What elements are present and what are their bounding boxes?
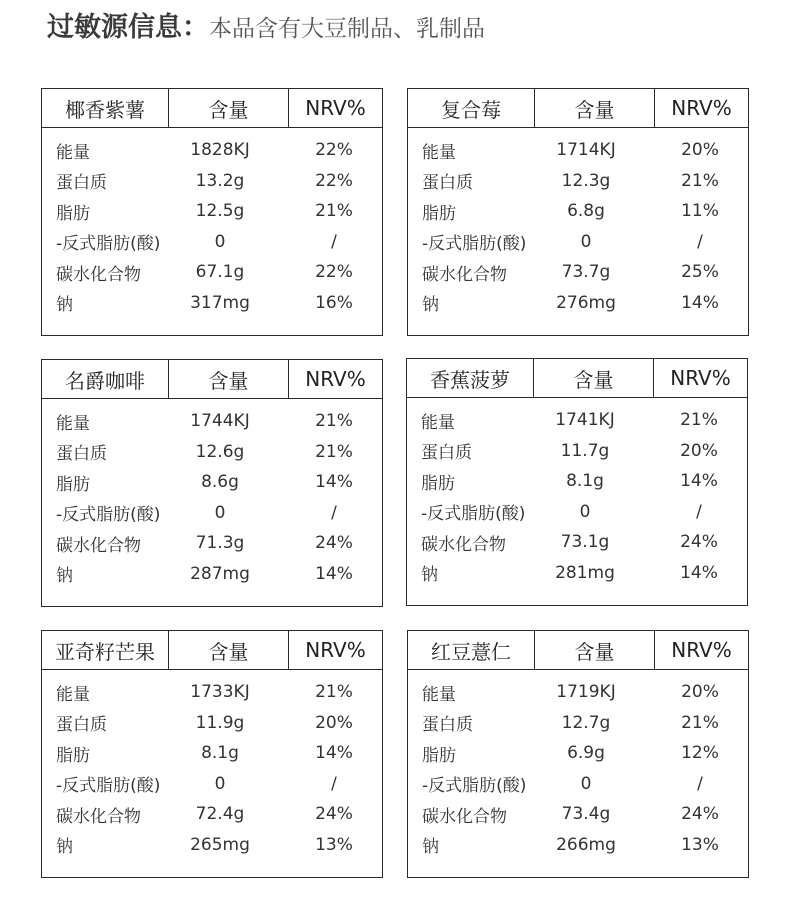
nutrient-name: 脂肪: [421, 473, 455, 494]
nutrient-rows: [408, 128, 748, 318]
nutrient-name: -反式脂肪(酸): [56, 234, 161, 255]
nutrient-amount: 1741KJ: [555, 410, 615, 431]
nrv-header: NRV%: [670, 366, 731, 390]
nutrient-row: [42, 559, 382, 590]
nutrient-name: 脂肪: [56, 203, 90, 224]
nutrient-row: [42, 406, 382, 437]
nutrient-row: [407, 405, 747, 436]
nutrient-name: 脂肪: [56, 745, 90, 766]
nutrient-nrv: 14%: [680, 562, 718, 583]
nutrient-row: [408, 677, 748, 708]
nutrient-nrv: /: [697, 773, 703, 794]
nrv-header: NRV%: [305, 638, 366, 662]
nutrient-row: [42, 830, 382, 861]
nutrient-row: [408, 257, 748, 288]
amount-header: 含量: [534, 359, 654, 397]
nutrient-rows: [407, 398, 747, 588]
nutrient-row: [42, 528, 382, 559]
nutrient-amount: 0: [214, 502, 226, 523]
nutrient-name: 碳水化合物: [422, 806, 507, 827]
nutrient-name: 碳水化合物: [56, 806, 141, 827]
product-name: 椰香紫薯: [42, 89, 169, 127]
nutrient-nrv: 21%: [315, 682, 353, 703]
nutrient-nrv: 24%: [315, 533, 353, 554]
nutrient-name: 碳水化合物: [421, 534, 506, 555]
nutrient-nrv: 21%: [315, 441, 353, 462]
nutrient-amount: 12.6g: [195, 441, 245, 462]
card-header: [42, 89, 382, 128]
nutrient-name: 碳水化合物: [422, 264, 507, 285]
nutrient-amount: 1828KJ: [190, 140, 250, 161]
card-header: [42, 631, 382, 670]
nutrient-row: [42, 467, 382, 498]
nutrient-rows: [42, 399, 382, 589]
nutrient-amount: 73.7g: [561, 262, 611, 283]
nutrient-nrv: 21%: [315, 201, 353, 222]
nutrient-row: [408, 227, 748, 258]
nutrient-name: 蛋白质: [422, 715, 473, 736]
nutrient-name: -反式脂肪(酸): [56, 776, 161, 797]
nutrient-row: [407, 436, 747, 467]
nutrient-name: 钠: [56, 566, 73, 587]
nutrient-row: [407, 497, 747, 528]
nutrient-row: [42, 769, 382, 800]
nutrient-row: [42, 166, 382, 197]
nutrient-nrv: /: [331, 502, 337, 523]
product-name: 名爵咖啡: [42, 360, 169, 398]
nutrient-row: [42, 498, 382, 529]
nutrient-nrv: /: [331, 231, 337, 252]
nutrient-name: -反式脂肪(酸): [56, 505, 161, 526]
nrv-header: NRV%: [305, 367, 366, 391]
nutrient-nrv: 21%: [680, 410, 718, 431]
nutrient-rows: [42, 670, 382, 860]
nutrient-amount: 71.3g: [195, 533, 245, 554]
nutrient-nrv: 22%: [315, 140, 353, 161]
nutrition-card: [407, 88, 749, 336]
product-name: 复合莓: [408, 89, 535, 127]
nutrient-name: 蛋白质: [56, 715, 107, 736]
nutrient-name: 蛋白质: [56, 173, 107, 194]
nutrition-card: [41, 88, 383, 336]
amount-header: 含量: [169, 360, 289, 398]
nutrient-name: 能量: [422, 142, 456, 163]
nutrient-name: 蛋白质: [422, 173, 473, 194]
nutrient-row: [42, 437, 382, 468]
nutrient-nrv: 14%: [680, 471, 718, 492]
nutrient-nrv: 25%: [681, 262, 719, 283]
amount-header: 含量: [169, 89, 289, 127]
nutrient-row: [42, 135, 382, 166]
product-name: 亚奇籽芒果: [42, 631, 169, 669]
nutrient-row: [42, 738, 382, 769]
card-header: [408, 89, 748, 128]
allergen-info: [47, 8, 485, 49]
nutrient-row: [42, 227, 382, 258]
nutrient-row: [42, 196, 382, 227]
nutrient-row: [42, 708, 382, 739]
nutrient-nrv: /: [696, 501, 702, 522]
allergen-value: 本品含有大豆制品、乳制品: [209, 16, 485, 42]
nutrient-nrv: 22%: [315, 170, 353, 191]
nutrient-nrv: 13%: [315, 834, 353, 855]
nutrient-amount: 266mg: [556, 834, 616, 855]
nutrient-row: [42, 257, 382, 288]
nutrient-nrv: 11%: [681, 201, 719, 222]
nutrient-amount: 11.7g: [560, 440, 610, 461]
nutrient-name: 能量: [56, 413, 90, 434]
nutrient-row: [408, 166, 748, 197]
amount-header: 含量: [169, 631, 289, 669]
amount-header: 含量: [535, 89, 655, 127]
nutrient-row: [407, 466, 747, 497]
card-header: [407, 359, 747, 398]
nutrient-nrv: /: [331, 773, 337, 794]
nutrient-nrv: 21%: [681, 170, 719, 191]
nutrient-amount: 317mg: [190, 292, 250, 313]
nutrition-card: [407, 630, 749, 878]
nutrient-row: [408, 738, 748, 769]
nutrient-amount: 287mg: [190, 563, 250, 584]
nutrient-amount: 67.1g: [195, 262, 245, 283]
nutrient-amount: 73.1g: [560, 532, 610, 553]
nutrient-name: 蛋白质: [421, 443, 472, 464]
nutrient-name: 能量: [56, 142, 90, 163]
nutrient-nrv: 20%: [680, 440, 718, 461]
nutrient-name: 钠: [422, 837, 439, 858]
nutrient-amount: 0: [214, 773, 226, 794]
nutrient-amount: 276mg: [556, 292, 616, 313]
nutrient-nrv: 21%: [315, 411, 353, 432]
nutrient-row: [408, 769, 748, 800]
nutrient-nrv: 24%: [681, 804, 719, 825]
nutrient-name: 脂肪: [422, 203, 456, 224]
nutrient-name: 能量: [422, 684, 456, 705]
nutrient-name: 脂肪: [56, 474, 90, 495]
nutrient-nrv: 14%: [315, 563, 353, 584]
nutrient-name: 脂肪: [422, 745, 456, 766]
nutrient-nrv: 24%: [315, 804, 353, 825]
nutrient-nrv: /: [697, 231, 703, 252]
nutrition-card: [41, 630, 383, 878]
nutrient-amount: 265mg: [190, 834, 250, 855]
nutrient-rows: [408, 670, 748, 860]
nutrient-nrv: 16%: [315, 292, 353, 313]
nutrient-row: [42, 677, 382, 708]
nutrient-amount: 72.4g: [195, 804, 245, 825]
nutrient-name: 能量: [421, 412, 455, 433]
nutrient-row: [408, 708, 748, 739]
nutrient-amount: 1719KJ: [556, 682, 616, 703]
nutrient-row: [407, 558, 747, 589]
nutrient-amount: 1744KJ: [190, 411, 250, 432]
nutrient-amount: 13.2g: [195, 170, 245, 191]
nutrition-card: [406, 358, 748, 606]
nutrient-nrv: 20%: [681, 682, 719, 703]
nutrient-name: 蛋白质: [56, 444, 107, 465]
nutrient-amount: 0: [579, 501, 591, 522]
nutrient-nrv: 14%: [315, 743, 353, 764]
nutrient-name: 钠: [421, 565, 438, 586]
nrv-header: NRV%: [671, 96, 732, 120]
nutrient-amount: 1733KJ: [190, 682, 250, 703]
nutrient-nrv: 24%: [680, 532, 718, 553]
nutrient-name: 能量: [56, 684, 90, 705]
nutrient-name: -反式脂肪(酸): [422, 776, 527, 797]
nutrient-amount: 8.6g: [201, 472, 239, 493]
nutrient-amount: 8.1g: [566, 471, 604, 492]
amount-header: 含量: [535, 631, 655, 669]
card-header: [408, 631, 748, 670]
nrv-header: NRV%: [671, 638, 732, 662]
nrv-header: NRV%: [305, 96, 366, 120]
card-header: [42, 360, 382, 399]
nutrient-name: 钠: [422, 295, 439, 316]
nutrient-amount: 0: [580, 231, 592, 252]
nutrient-amount: 12.5g: [195, 201, 245, 222]
nutrient-name: 钠: [56, 295, 73, 316]
nutrient-nrv: 22%: [315, 262, 353, 283]
product-name: 香蕉菠萝: [407, 359, 534, 397]
nutrient-nrv: 20%: [315, 712, 353, 733]
product-name: 红豆薏仁: [408, 631, 535, 669]
allergen-label: 过敏源信息：: [47, 12, 209, 43]
nutrient-amount: 6.9g: [567, 743, 605, 764]
nutrient-row: [408, 288, 748, 319]
nutrient-amount: 12.7g: [561, 712, 611, 733]
nutrient-amount: 73.4g: [561, 804, 611, 825]
nutrient-nrv: 14%: [681, 292, 719, 313]
nutrient-amount: 0: [214, 231, 226, 252]
nutrient-amount: 1714KJ: [556, 140, 616, 161]
nutrient-amount: 11.9g: [195, 712, 245, 733]
nutrient-amount: 281mg: [555, 562, 615, 583]
nutrient-nrv: 12%: [681, 743, 719, 764]
nutrient-name: 碳水化合物: [56, 264, 141, 285]
nutrient-name: 碳水化合物: [56, 535, 141, 556]
nutrient-row: [407, 527, 747, 558]
nutrient-row: [42, 288, 382, 319]
nutrient-row: [42, 799, 382, 830]
nutrient-row: [408, 196, 748, 227]
nutrient-amount: 12.3g: [561, 170, 611, 191]
nutrient-nrv: 21%: [681, 712, 719, 733]
nutrient-row: [408, 135, 748, 166]
nutrient-nrv: 20%: [681, 140, 719, 161]
nutrient-nrv: 14%: [315, 472, 353, 493]
nutrient-rows: [42, 128, 382, 318]
nutrient-nrv: 13%: [681, 834, 719, 855]
nutrient-amount: 0: [580, 773, 592, 794]
nutrient-amount: 8.1g: [201, 743, 239, 764]
nutrient-amount: 6.8g: [567, 201, 605, 222]
nutrient-name: 钠: [56, 837, 73, 858]
nutrient-name: -反式脂肪(酸): [422, 234, 527, 255]
nutrient-row: [408, 799, 748, 830]
nutrition-card: [41, 359, 383, 607]
nutrient-row: [408, 830, 748, 861]
nutrient-name: -反式脂肪(酸): [421, 504, 526, 525]
